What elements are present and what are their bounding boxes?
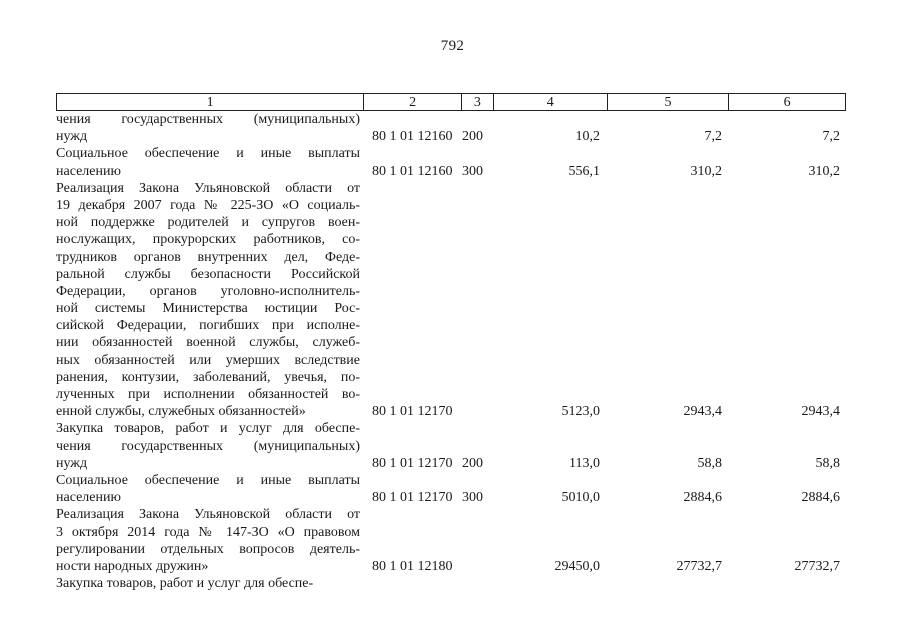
column-header-4: 4 xyxy=(494,94,608,110)
description-line: лученных при исполнении обязанностей во- xyxy=(56,387,360,402)
table-row xyxy=(56,420,846,472)
row-value-2023: 113,0 xyxy=(569,455,600,471)
description-line: Социальное обеспечение и иные выплаты xyxy=(56,472,360,488)
description-line: нужд xyxy=(56,129,88,145)
description-line: ных обязанностей или умерших вследствие xyxy=(56,352,360,368)
column-header-2: 2 xyxy=(364,94,462,110)
row-value-2023: 556,1 xyxy=(568,163,600,179)
column-header-3: 3 xyxy=(462,94,494,110)
table-row xyxy=(56,575,846,592)
description-line: регулировании отдельных вопросов деятель- xyxy=(56,541,360,557)
description-line: нии обязанностей военной службы, служеб- xyxy=(56,335,360,351)
column-header-6: 6 xyxy=(783,95,791,110)
row-description xyxy=(56,472,364,506)
description-line: Закупка товаров, работ и услуг для обеспе- xyxy=(56,421,360,437)
row-code: 80 1 01 12170 xyxy=(372,490,453,506)
row-code: 80 1 01 12160 xyxy=(372,163,453,179)
description-line: нослужащих, прокурорских работников, со- xyxy=(56,232,360,248)
row-value-col5: 310,2 xyxy=(690,163,722,179)
table-row xyxy=(56,506,846,575)
budget-table xyxy=(56,93,846,592)
row-description xyxy=(56,111,364,145)
table-header-row xyxy=(56,93,846,111)
description-line: Закупка товаров, работ и услуг для обеспе- xyxy=(56,576,314,592)
description-line: ной системы Министерства юстиции Рос- xyxy=(56,301,360,317)
description-line: ральной службы безопасности Российской xyxy=(56,266,360,282)
page-number: 792 xyxy=(440,38,465,54)
description-line: чения государственных (муниципальных) xyxy=(56,112,360,127)
row-value-col6: 2943,4 xyxy=(801,404,840,420)
table-row xyxy=(56,111,846,145)
description-line: 3 октября 2014 года № 147-ЗО «О правовом xyxy=(56,524,360,540)
description-line: енной службы, служебных обязанностей» xyxy=(56,404,306,420)
table-row xyxy=(56,145,846,179)
row-value-2023: 5010,0 xyxy=(561,490,600,506)
description-line: 19 декабря 2007 года № 225-ЗО «О социаль- xyxy=(56,197,360,213)
description-line: ности народных дружин» xyxy=(56,558,209,574)
table-body xyxy=(56,111,846,592)
description-line: сийской Федерации, погибших при исполне- xyxy=(56,318,360,334)
description-line: Реализация Закона Ульяновской области от xyxy=(56,180,360,196)
row-code: 80 1 01 12180 xyxy=(372,558,453,574)
row-value-2023: 10,2 xyxy=(575,129,600,145)
description-line: Федерации, органов уголовно-исполнитель- xyxy=(56,283,360,299)
row-expense-type: 300 xyxy=(462,490,483,506)
row-value-col6: 58,8 xyxy=(815,455,840,471)
row-expense-type: 200 xyxy=(462,455,483,471)
row-value-col6: 310,2 xyxy=(808,163,840,179)
description-line: трудников органов внутренних дел, Феде- xyxy=(56,249,360,265)
row-value-col5: 58,8 xyxy=(697,455,722,471)
row-description xyxy=(56,420,364,472)
row-value-col6: 7,2 xyxy=(822,129,840,145)
row-value-col6: 27732,7 xyxy=(794,558,840,574)
table-row xyxy=(56,472,846,506)
row-value-2023: 29450,0 xyxy=(554,558,600,574)
description-line: чения государственных (муниципальных) xyxy=(56,438,360,454)
row-code: 80 1 01 12170 xyxy=(372,455,453,471)
description-line: нужд xyxy=(56,455,88,471)
column-header-5: 5 xyxy=(608,94,730,110)
description-line: Социальное обеспечение и иные выплаты xyxy=(56,146,360,162)
row-value-col5: 2884,6 xyxy=(683,490,722,506)
row-code: 80 1 01 12170 xyxy=(372,404,453,420)
description-line: ранения, контузии, заболеваний, увечья, по- xyxy=(56,369,360,385)
column-header-1: 1 xyxy=(57,94,364,110)
row-value-2023: 5123,0 xyxy=(561,404,600,420)
row-value-col6: 2884,6 xyxy=(801,490,840,506)
description-line: населению xyxy=(56,163,121,179)
row-expense-type: 300 xyxy=(462,163,483,179)
row-expense-type: 200 xyxy=(462,129,483,145)
row-description xyxy=(56,575,364,592)
description-line: ной поддержке родителей и супругов воен- xyxy=(56,215,360,231)
description-line: Реализация Закона Ульяновской области от xyxy=(56,507,360,523)
table-row xyxy=(56,180,846,421)
row-description xyxy=(56,506,364,575)
row-description xyxy=(56,145,364,179)
row-description xyxy=(56,180,364,421)
description-line: населению xyxy=(56,490,121,506)
row-value-col5: 2943,4 xyxy=(683,404,722,420)
row-value-col5: 7,2 xyxy=(704,129,722,145)
row-value-col5: 27732,7 xyxy=(676,558,722,574)
row-code: 80 1 01 12160 xyxy=(372,129,453,145)
